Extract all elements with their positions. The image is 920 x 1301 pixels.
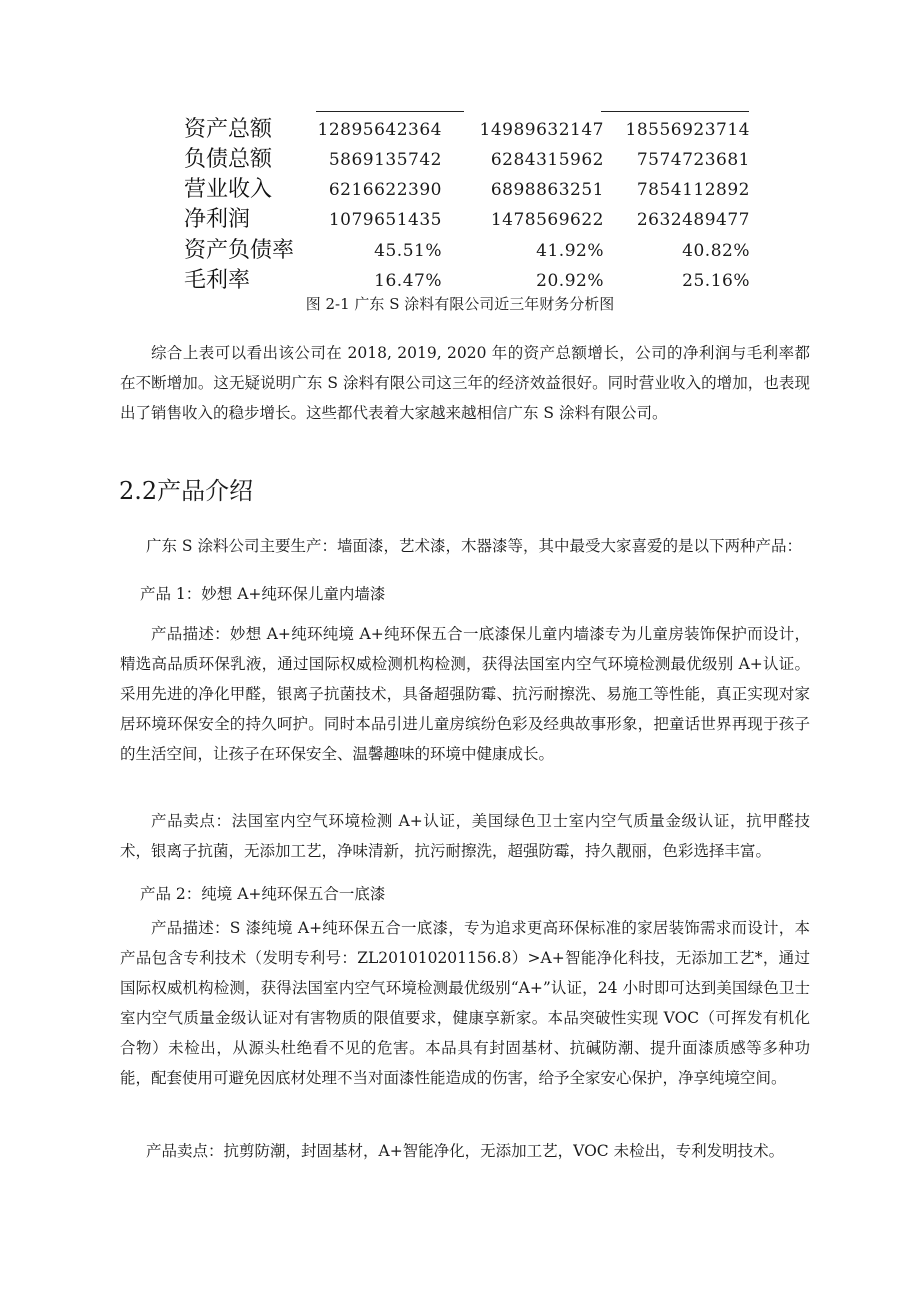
product2-title: 产品 2：纯境 A+纯环保五合一底漆: [140, 885, 386, 903]
table-caption: 图 2-1 广东 S 涂料有限公司近三年财务分析图: [305, 295, 615, 313]
cell-2020: 7574723681: [636, 150, 750, 170]
cell-2020: 7854112892: [636, 180, 750, 200]
intro-paragraph: 广东 S 涂料公司主要生产：墙面漆，艺术漆，木器漆等，其中最受大家喜爱的是以下两种产品：: [146, 537, 802, 555]
section-title: 产品介绍: [157, 477, 254, 505]
cell-2019: 14989632147: [479, 120, 604, 140]
cell-2020: 40.82%: [682, 241, 750, 261]
row-label: 负债总额: [184, 147, 273, 172]
row-label: 净利润: [184, 207, 251, 232]
section-heading: [119, 474, 253, 508]
product1-title: 产品 1：妙想 A+纯环保儿童内墙漆: [140, 585, 386, 603]
cell-2019: 6898863251: [490, 180, 604, 200]
cell-2018: 1079651435: [328, 210, 442, 230]
product1-description: 产品描述：妙想 A+纯环纯境 A+纯环保五合一底漆保儿童内墙漆专为儿童房装饰保护而设计，精选高品质环保乳液，通过国际权威检测机构检测，获得法国室内空气环境检测最优级别 A+认证。采用先进的净化甲醛，银离子抗菌技术，具备超强防霉、抗污耐擦洗、易施工等性能，真正实现对家居环境环保安全的持久呵护。同时本品引进儿童房缤纷色彩及经典故事形象，把童话世界再现于孩子的生活空间，让孩子在环保安全、温馨趣味的环境中健康成长。: [120, 625, 810, 763]
row-label: 资产总额: [184, 117, 273, 142]
cell-2018: 16.47%: [374, 271, 442, 291]
product2-description: 产品描述：S 漆纯境 A+纯环保五合一底漆，专为追求更高环保标准的家居装饰需求而设计，本产品包含专利技术（发明专利号：ZL201010201156.8）>A+智能净化科技，无添加工艺*，通过国际权威机构检测，获得法国室内空气环境检测最优级别“A+”认证，24 小时即可达到美国绿色卫士室内空气质量金级认证对有害物质的限值要求，健康享新家。本品突破性实现 VOC（可挥发有机化合物）未检出，从源头杜绝看不见的危害。本品具有封固基材、抗碱防潮、提升面漆质感等多种功能，配套使用可避免因底材处理不当对面漆性能造成的伤害，给予全家安心保护，净享纯境空间。: [120, 919, 810, 1087]
table-top-rule-left: [316, 111, 464, 112]
table-row: [0, 205, 920, 235]
cell-2020: 25.16%: [682, 271, 750, 291]
section-number: 2.2: [119, 477, 158, 505]
cell-2019: 1478569622: [490, 210, 604, 230]
cell-2018: 6216622390: [328, 180, 442, 200]
row-label: 毛利率: [184, 268, 251, 293]
product1-selling-points: 产品卖点：法国室内空气环境检测 A+认证，美国绿色卫士室内空气质量金级认证，抗甲醛技术，银离子抗菌，无添加工艺，净味清新，抗污耐擦洗，超强防霉，持久靓丽，色彩选择丰富。: [120, 812, 810, 860]
table-row: [0, 236, 920, 266]
row-label: 营业收入: [184, 177, 273, 202]
table-row: [0, 145, 920, 175]
cell-2020: 2632489477: [636, 210, 750, 230]
cell-2018: 45.51%: [374, 241, 442, 261]
summary-paragraph: 综合上表可以看出该公司在 2018, 2019, 2020 年的资产总额增长，公司的净利润与毛利率都在不断增加。这无疑说明广东 S 涂料有限公司这三年的经济效益很好。同时营业收入的增加，也表现出了销售收入的稳步增长。这些都代表着大家越来越相信广东 S 涂料有限公司。: [120, 344, 810, 422]
row-label: 资产负债率: [184, 238, 295, 263]
cell-2018: 5869135742: [328, 150, 442, 170]
table-row: [0, 175, 920, 205]
cell-2020: 18556923714: [625, 120, 750, 140]
product2-selling-points: 产品卖点：抗剪防潮，封固基材，A+智能净化，无添加工艺，VOC 未检出，专利发明技术。: [146, 1142, 785, 1160]
table-row: [0, 115, 920, 145]
table-top-rule-right: [601, 111, 749, 112]
cell-2019: 6284315962: [490, 150, 604, 170]
cell-2019: 20.92%: [536, 271, 604, 291]
cell-2019: 41.92%: [536, 241, 604, 261]
cell-2018: 12895642364: [317, 120, 442, 140]
